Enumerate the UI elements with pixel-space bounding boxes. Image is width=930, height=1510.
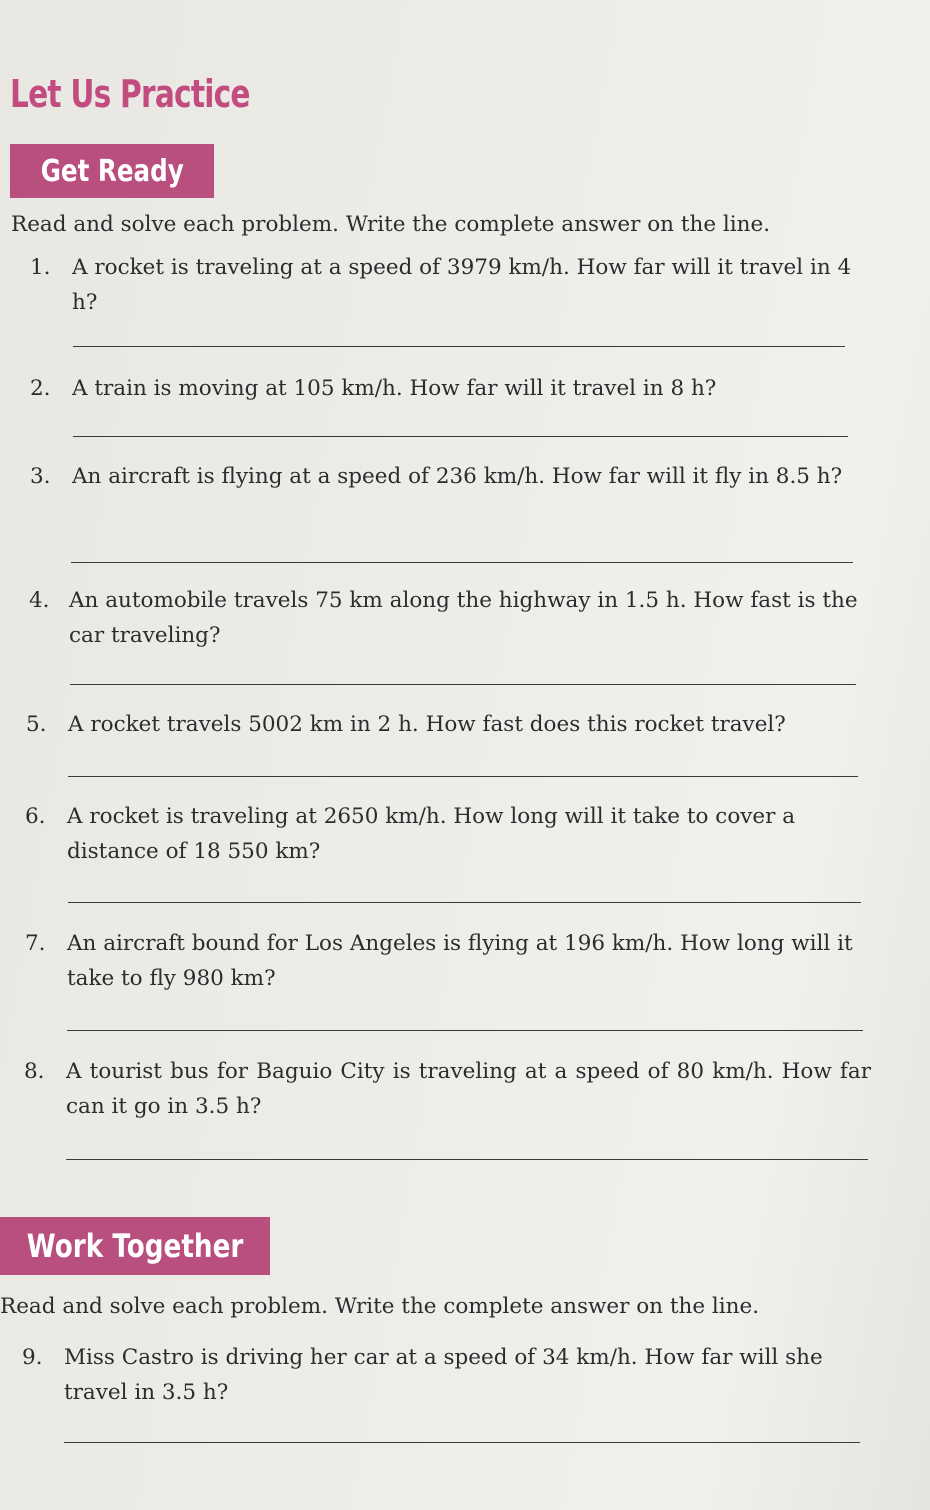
get-ready-label: [10, 144, 214, 198]
work-together-instructions: Read and solve each problem. Write the complete answer on the line.: [0, 1294, 760, 1319]
problem-4-text: An automobile travels 75 km along the highway in 1.5 h. How fast is the car traveling?: [69, 588, 858, 648]
answer-line-6[interactable]: [68, 902, 861, 903]
problem-4-number: 4.: [29, 588, 50, 613]
answer-line-4[interactable]: [70, 684, 856, 685]
problem-3-text: An aircraft is flying at a speed of 236 km/h. How far will it fly in 8.5 h?: [72, 464, 843, 489]
problem-9-number: 9.: [22, 1345, 43, 1370]
answer-line-9[interactable]: [64, 1442, 860, 1443]
problem-2-number: 2.: [30, 376, 51, 401]
problem-5-number: 5.: [26, 712, 47, 737]
problem-8-text: A tourist bus for Baguio City is traveling at a speed of 80 km/h. How far can it go in 3.5 h?: [66, 1059, 871, 1119]
problem-6-text: A rocket is traveling at 2650 km/h. How long will it take to cover a distance of 18 550 km?: [67, 804, 796, 864]
problem-1-number: 1.: [30, 255, 51, 280]
answer-line-2[interactable]: [73, 436, 848, 437]
answer-line-8[interactable]: [66, 1159, 868, 1160]
problem-1-text: A rocket is traveling at a speed of 3979 km/h. How far will it travel in 4 h?: [72, 255, 852, 315]
page-title: Let Us Practice: [10, 72, 250, 116]
problem-7-number: 7.: [25, 931, 46, 956]
problem-2-text: A train is moving at 105 km/h. How far will it travel in 8 h?: [72, 376, 717, 401]
answer-line-7[interactable]: [67, 1030, 863, 1031]
problem-3-number: 3.: [30, 464, 51, 489]
work-together-label-text: Work Together: [26, 1227, 244, 1265]
get-ready-instructions: Read and solve each problem. Write the complete answer on the line.: [11, 212, 771, 237]
answer-line-1[interactable]: [73, 346, 845, 347]
problem-9-text: Miss Castro is driving her car at a speed of 34 km/h. How far will she travel in 3.5 h?: [64, 1345, 823, 1405]
problem-6-number: 6.: [25, 804, 46, 829]
problem-8-number: 8.: [24, 1059, 45, 1084]
answer-line-5[interactable]: [68, 776, 858, 777]
get-ready-label-text: Get Ready: [40, 153, 184, 189]
problem-7-text: An aircraft bound for Los Angeles is flying at 196 km/h. How long will it take to fly 980 km?: [67, 931, 853, 991]
answer-line-3[interactable]: [71, 562, 853, 563]
work-together-label: [0, 1217, 270, 1275]
problem-5-text: A rocket travels 5002 km in 2 h. How fast does this rocket travel?: [68, 712, 786, 737]
